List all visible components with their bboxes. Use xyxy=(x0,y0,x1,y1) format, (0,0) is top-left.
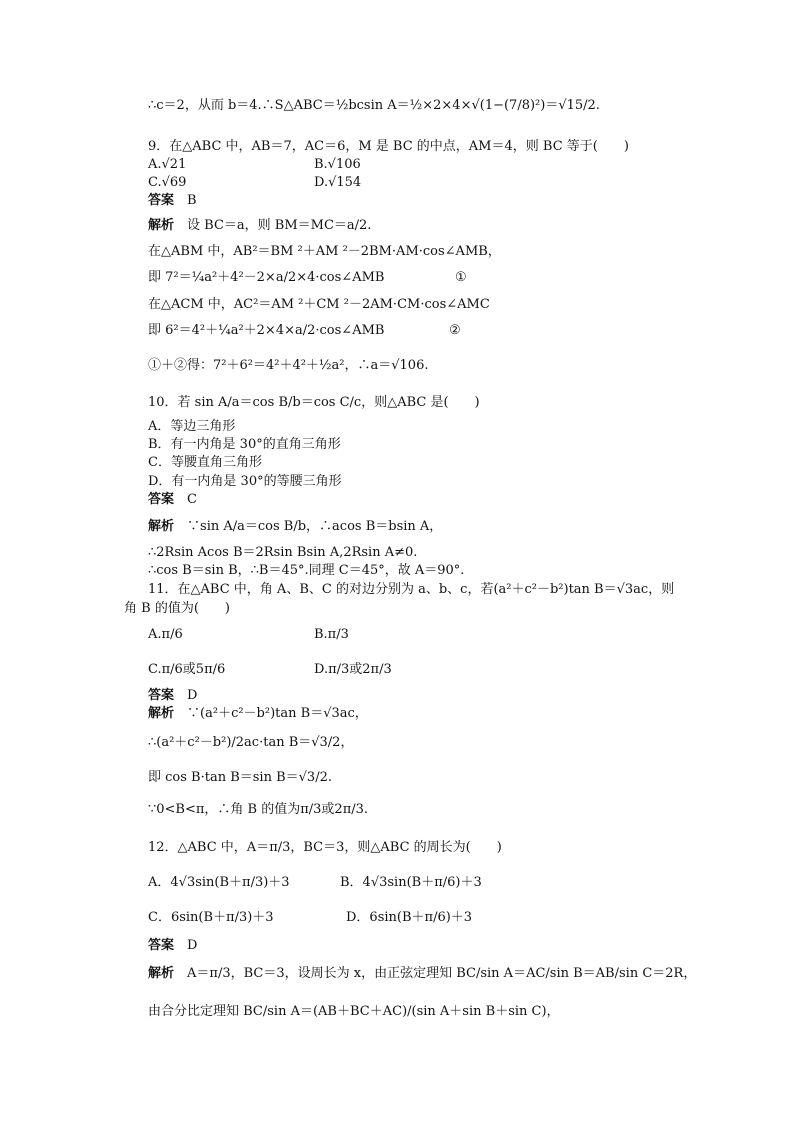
option-12d xyxy=(346,910,472,926)
solution-9-line-4 xyxy=(148,297,490,313)
text: ∴(a²＋c²－b²)/2ac·tan B＝√3/2， xyxy=(148,735,354,750)
option-text: B．有一内角是 30°的直角三角形 xyxy=(148,437,341,452)
option-text: A．等边三角形 xyxy=(148,419,236,434)
solution-11-line-2 xyxy=(148,735,353,751)
solution-11-line-3 xyxy=(148,770,332,786)
answer-12 xyxy=(148,938,197,954)
answer-11 xyxy=(148,688,197,704)
answer-value: B xyxy=(187,193,197,208)
question-11-line-1 xyxy=(148,582,674,598)
option-11b xyxy=(314,627,349,643)
answer-label: 答案 xyxy=(148,688,175,703)
text: 即 6²＝4²＋¼a²＋2×4×a/2·cos∠AMB xyxy=(148,323,385,338)
equation-tag-1 xyxy=(455,270,467,286)
solution-9-line-3 xyxy=(148,270,384,286)
solution-10-line-1 xyxy=(148,519,442,535)
option-text: B.π/3 xyxy=(314,627,349,642)
text: ①＋②得：7²＋6²＝4²＋4²＋½a²，∴a＝√106. xyxy=(148,358,429,373)
text: 在△ACM 中，AC²＝AM ²＋CM ²－2AM·CM·cos∠AMC xyxy=(148,297,490,312)
answer-value: C xyxy=(187,492,197,507)
text: 由合分比定理知 BC/sin A＝(AB＋BC＋AC)/(sin A＋sin B＋sin C)， xyxy=(148,1004,560,1019)
answer-label: 答案 xyxy=(148,938,175,953)
answer-label: 答案 xyxy=(148,193,175,208)
option-text: A．4√3sin(B＋π/3)＋3 xyxy=(148,875,290,890)
text: 即 7²＝¼a²＋4²－2×a/2×4·cos∠AMB xyxy=(148,270,385,285)
solution-11-line-1 xyxy=(148,706,368,722)
option-text: B.√106 xyxy=(314,157,361,172)
solution-9-line-2 xyxy=(148,244,501,260)
answer-10 xyxy=(148,492,197,508)
option-12a xyxy=(148,875,290,891)
option-text: C．等腰直角三角形 xyxy=(148,455,262,470)
solution-9-line-5 xyxy=(148,323,384,339)
option-11d xyxy=(314,662,392,678)
answer-label: 答案 xyxy=(148,492,175,507)
option-10b xyxy=(148,437,341,453)
text: ∵0<B<π，∴角 B 的值为π/3或2π/3. xyxy=(148,802,369,817)
option-text: C．6sin(B＋π/3)＋3 xyxy=(148,910,274,925)
question-text: 角 B 的值为( ) xyxy=(124,601,230,616)
option-11c xyxy=(148,662,225,678)
tag: ① xyxy=(455,270,467,285)
text: A＝π/3，BC＝3，设周长为 x，由正弦定理知 BC/sin A＝AC/sin B＝AB/sin C＝2R， xyxy=(187,966,697,981)
question-text: 12．△ABC 中，A＝π/3，BC＝3，则△ABC 的周长为( ) xyxy=(148,840,502,855)
text: ∵sin A/a＝cos B/b，∴acos B＝bsin A， xyxy=(187,519,443,534)
solution-11-line-4 xyxy=(148,802,368,818)
option-11a xyxy=(148,627,183,643)
solution-label: 解析 xyxy=(148,218,175,233)
text: ∴c＝2，从而 b＝4.∴S△ABC＝½bcsin A＝½×2×4×√(1−(7/8)²)＝√15/2. xyxy=(148,98,600,113)
text: ∵(a²＋c²－b²)tan B＝√3ac， xyxy=(187,706,368,721)
tag: ② xyxy=(449,323,461,338)
question-text: 10．若 sin A/a＝cos B/b＝cos C/c，则△ABC 是( ) xyxy=(148,395,480,410)
solution-10-line-2 xyxy=(148,545,417,561)
option-text: C.√69 xyxy=(148,175,187,190)
question-11-line-2 xyxy=(124,601,230,617)
equation-tag-2 xyxy=(449,323,461,339)
answer-value: D xyxy=(187,688,198,703)
option-text: C.π/6或5π/6 xyxy=(148,662,226,677)
option-10d xyxy=(148,474,342,490)
answer-value: D xyxy=(187,938,198,953)
option-10c xyxy=(148,455,262,471)
option-9b xyxy=(314,157,361,173)
question-text: 9．在△ABC 中，AB＝7，AC＝6，M 是 BC 的中点，AM＝4，则 BC 等于( ) xyxy=(148,139,629,154)
question-9 xyxy=(148,139,629,155)
text: 设 BC＝a，则 BM＝MC＝a/2. xyxy=(187,218,372,233)
option-9c xyxy=(148,175,186,191)
option-text: D．6sin(B＋π/6)＋3 xyxy=(346,910,473,925)
question-10 xyxy=(148,395,480,411)
solution-10-line-3 xyxy=(148,563,464,579)
solution-9-line-6 xyxy=(148,358,428,374)
text: ∴cos B＝sin B，∴B＝45°.同理 C＝45°，故 A＝90°. xyxy=(148,563,465,578)
option-text: D.√154 xyxy=(314,175,362,190)
solution-label: 解析 xyxy=(148,519,175,534)
option-12b xyxy=(340,875,482,891)
option-9a xyxy=(148,157,186,173)
option-10a xyxy=(148,419,235,435)
option-text: D．有一内角是 30°的等腰三角形 xyxy=(148,474,342,489)
question-12 xyxy=(148,840,502,856)
text: 在△ABM 中，AB²＝BM ²＋AM ²－2BM·AM·cos∠AMB， xyxy=(148,244,501,259)
solution-9-line-1 xyxy=(148,218,371,234)
solution-label: 解析 xyxy=(148,966,175,981)
solution-line-continued xyxy=(148,98,600,114)
option-9d xyxy=(314,175,361,191)
text: 即 cos B·tan B＝sin B＝√3/2. xyxy=(148,770,332,785)
question-text: 11．在△ABC 中，角 A、B、C 的对边分别为 a、b、c，若(a²＋c²－b²)tan B＝√3ac，则 xyxy=(148,582,675,597)
answer-9 xyxy=(148,193,197,209)
option-text: A.π/6 xyxy=(148,627,183,642)
solution-label: 解析 xyxy=(148,706,175,721)
text: ∴2Rsin Acos B＝2Rsin Bsin A,2Rsin A≠0. xyxy=(148,545,418,560)
option-text: B．4√3sin(B＋π/6)＋3 xyxy=(340,875,482,890)
option-12c xyxy=(148,910,274,926)
option-text: A.√21 xyxy=(148,157,187,172)
solution-12-line-1 xyxy=(148,966,696,982)
option-text: D.π/3或2π/3 xyxy=(314,662,392,677)
solution-12-line-2 xyxy=(148,1004,560,1020)
